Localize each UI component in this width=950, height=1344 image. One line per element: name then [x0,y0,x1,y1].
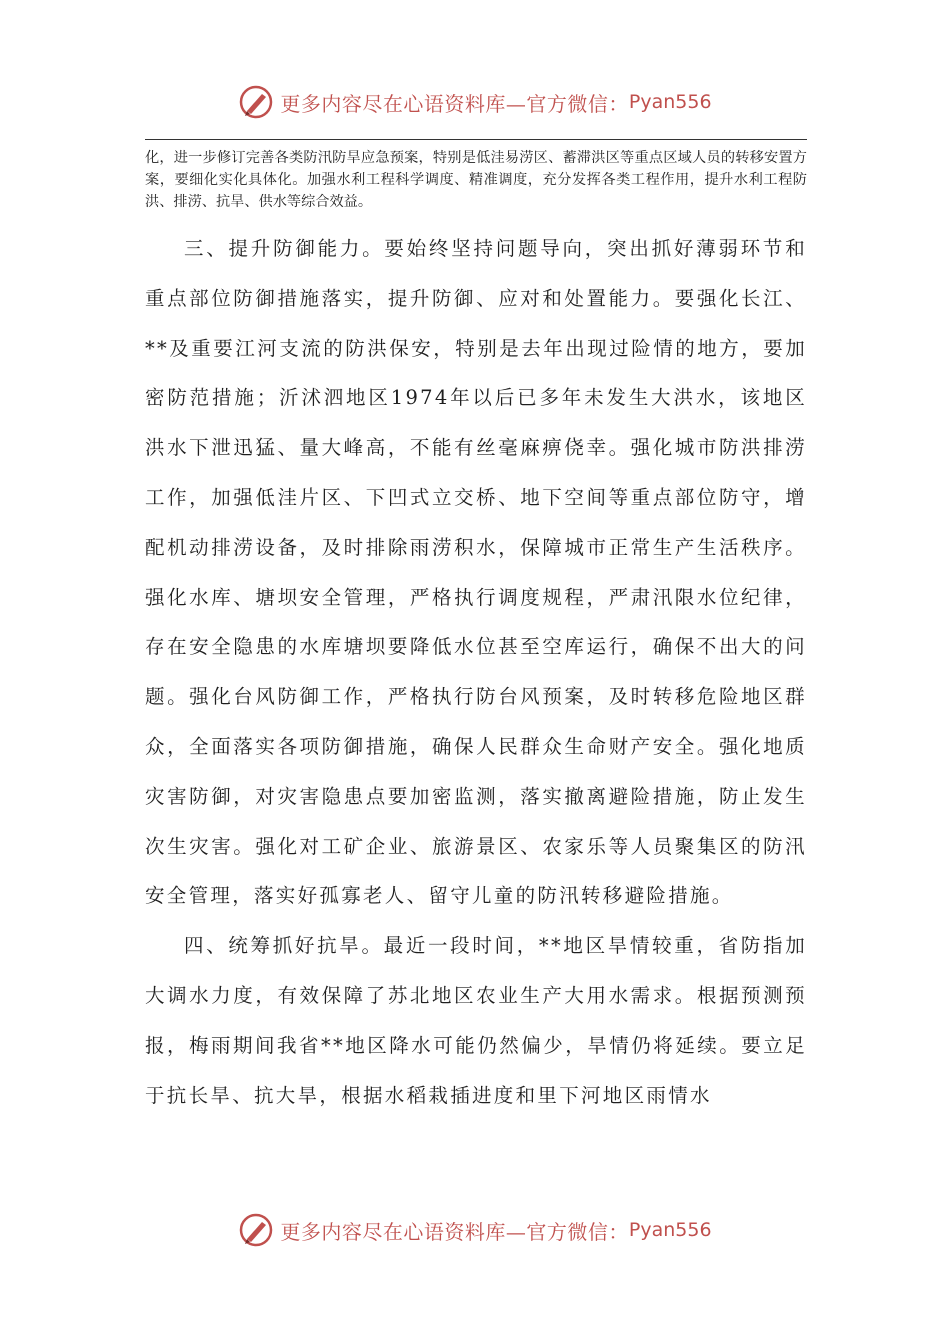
paragraph-3: 三、提升防御能力。要始终坚持问题导向，突出抓好薄弱环节和重点部位防御措施落实，提升防御、应对和处置能力。要强化长江、**及重要江河支流的防洪保安，特别是去年出现过险情的地方，要加密防范措施；沂沭泗地区1974年以后已多年未发生大洪水，该地区洪水下泄迅猛、量大峰高，不能有丝毫麻痹侥幸。强化城市防洪排涝工作，加强低洼片区、下凹式立交桥、地下空间等重点部位防守，增配机动排涝设备，及时排除雨涝积水，保障城市正常生产生活秩序。强化水库、塘坝安全管理，严格执行调度规程，严肃汛限水位纪律，存在安全隐患的水库塘坝要降低水位甚至空库运行，确保不出大的问题。强化台风防御工作，严格执行防台风预案，及时转移危险地区群众，全面落实各项防御措施，确保人民群众生命财产安全。强化地质灾害防御，对灾害隐患点要加密监测，落实撤离避险措施，防止发生次生灾害。强化对工矿企业、旅游景区、农家乐等人员聚集区的防汛安全管理，落实好孤寡老人、留守儿童的防汛转移避险措施。 [145,237,807,908]
watermark-id: Pyan556 [628,91,712,113]
watermark-text: 更多内容尽在心语资料库—官方微信： [280,91,629,116]
pen-logo-icon [238,1212,274,1248]
paragraph-4: 四、统筹抓好抗旱。最近一段时间，**地区旱情较重，省防指加大调水力度，有效保障了苏北地区农业生产大用水需求。根据预测预报，梅雨期间我省**地区降水可能仍然偏少，旱情仍将延续。要立足于抗长旱、抗大旱，根据水稻栽插进度和里下河地区雨情水 [145,934,807,1107]
header-watermark [0,82,950,122]
footer-watermark [0,1210,950,1250]
pen-logo-icon [238,84,274,120]
watermark-id: Pyan556 [628,1219,712,1241]
header-rule [145,139,807,140]
top-fragment: 化，进一步修订完善各类防汛防旱应急预案，特别是低洼易涝区、蓄滞洪区等重点区域人员的转移安置方案，要细化实化具体化。加强水利工程科学调度、精准调度，充分发挥各类工程作用，提升水利工程防洪、排涝、抗旱、供水等综合效益。 [145,150,807,210]
watermark-text: 更多内容尽在心语资料库—官方微信： [280,1219,629,1244]
body-text [145,224,807,1120]
